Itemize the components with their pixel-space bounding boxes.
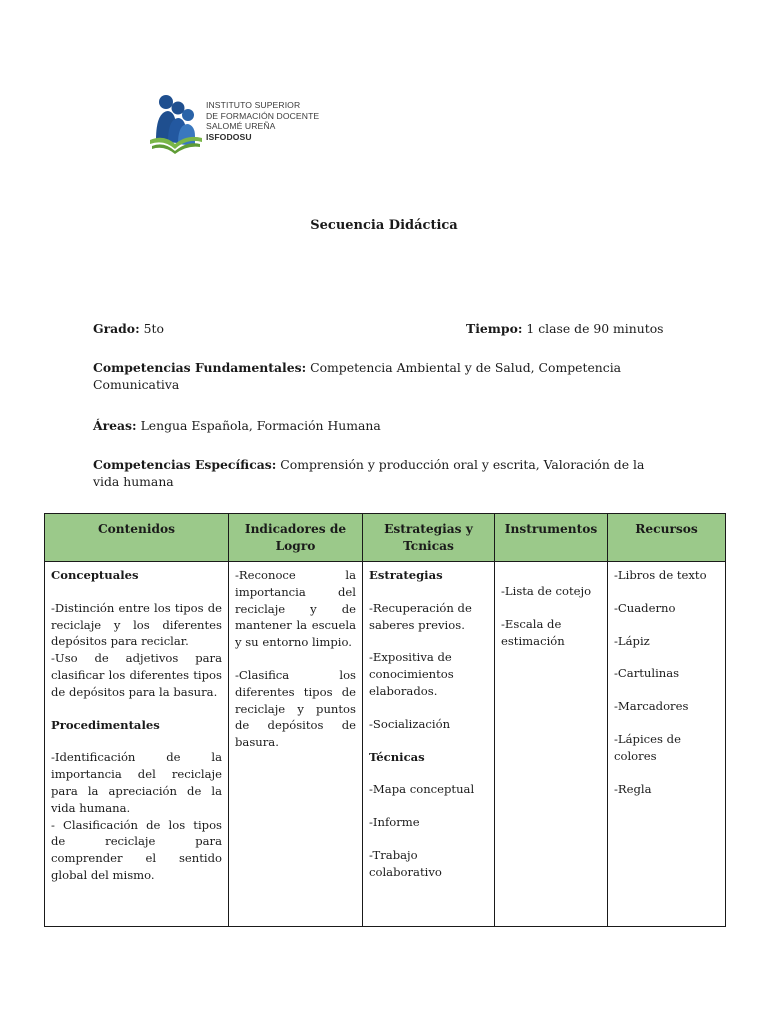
header-recursos: Recursos: [608, 514, 726, 562]
estrategias-title: Estrategias: [369, 568, 443, 582]
areas-field: [93, 417, 381, 434]
tiempo-value: 1 clase de 90 minutos: [526, 321, 664, 336]
table-row: [45, 562, 726, 927]
grado-label: Grado:: [93, 321, 140, 336]
recurso-item: -Lápices de colores: [614, 731, 681, 763]
procedimentales-title: Procedimentales: [51, 717, 160, 732]
areas-value: Lengua Española, Formación Humana: [140, 418, 381, 433]
procedimentales-item-2: - Clasificación de los tipos de reciclaje para comprender el sentido global del mismo.: [51, 817, 222, 882]
recurso-item: -Marcadores: [614, 699, 689, 714]
header-estrategias: Estrategias y Tcnicas: [363, 514, 495, 562]
competencias-especificas-label: Competencias Específicas:: [93, 457, 277, 472]
recurso-item: -Regla: [614, 781, 652, 796]
header-indicadores: Indicadores de Logro: [229, 514, 363, 562]
competencias-fundamentales-label: Competencias Fundamentales:: [93, 360, 307, 375]
isfodosu-emblem-icon: [148, 94, 204, 156]
areas-label: Áreas:: [93, 418, 137, 433]
competencias-especificas-field: [93, 456, 673, 490]
isfodosu-logo: [148, 94, 338, 156]
instrumento-item: -Escala de estimación: [501, 616, 565, 648]
grado-field: [93, 320, 164, 337]
estrategia-item: -Socialización: [369, 716, 451, 731]
estrategia-item: -Recuperación de saberes previos.: [369, 600, 472, 632]
procedimentales-item-1: -Identificación de la importancia del reciclaje para la apreciación de la vida humana.: [51, 750, 222, 815]
tiempo-field: [466, 320, 664, 337]
cell-estrategias: [363, 562, 495, 927]
cell-indicadores: [229, 562, 363, 927]
competencias-especificas-value: Comprensión y producción oral y escrita, Valoración de la vida humana: [93, 457, 645, 489]
conceptuales-title: Conceptuales: [51, 568, 139, 582]
table-header-row: [45, 514, 726, 562]
cell-recursos: [608, 562, 726, 927]
recurso-item: -Libros de texto: [614, 568, 707, 582]
header-instrumentos: Instrumentos: [495, 514, 608, 562]
competencias-fundamentales-value: Competencia Ambiental y de Salud, Competencia Comunicativa: [93, 360, 622, 392]
logo-line-3: SALOMÉ UREÑA: [206, 121, 276, 132]
instrumento-item: -Lista de cotejo: [501, 584, 592, 598]
estrategia-item: -Expositiva de conocimientos elaborados.: [369, 650, 454, 698]
grado-value: 5to: [143, 321, 164, 336]
indicador-item: -Reconoce la importancia del reciclaje y de mantener la escuela y su entorno limpio.: [235, 568, 356, 650]
conceptuales-item-2: -Uso de adjetivos para clasificar los diferentes tipos de depósitos para la basura.: [51, 651, 222, 699]
conceptuales-item-1: -Distinción entre los tipos de reciclaje y los diferentes depósitos para reciclar.: [51, 600, 222, 649]
cell-instrumentos: [495, 562, 608, 927]
tecnicas-title: Técnicas: [369, 749, 425, 764]
cell-contenidos: [45, 562, 229, 927]
tiempo-label: Tiempo:: [466, 321, 523, 336]
page-title: Secuencia Didáctica: [310, 218, 458, 233]
indicador-item: -Clasifica los diferentes tipos de reciclaje y puntos de depósitos de basura.: [235, 667, 356, 750]
logo-line-4: ISFODOSU: [206, 131, 252, 142]
logo-line-2: DE FORMACIÓN DOCENTE: [206, 110, 320, 121]
header-contenidos: Contenidos: [45, 514, 229, 562]
tecnica-item: -Mapa conceptual: [369, 782, 475, 797]
recurso-item: -Lápiz: [614, 633, 650, 648]
tecnica-item: -Informe: [369, 815, 420, 830]
competencias-fundamentales-field: [93, 359, 653, 393]
recurso-item: -Cuaderno: [614, 600, 676, 615]
logo-line-1: INSTITUTO SUPERIOR: [206, 100, 301, 110]
tecnica-item: -Trabajo colaborativo: [369, 847, 442, 879]
recurso-item: -Cartulinas: [614, 666, 680, 681]
secuencia-table: [44, 513, 726, 927]
